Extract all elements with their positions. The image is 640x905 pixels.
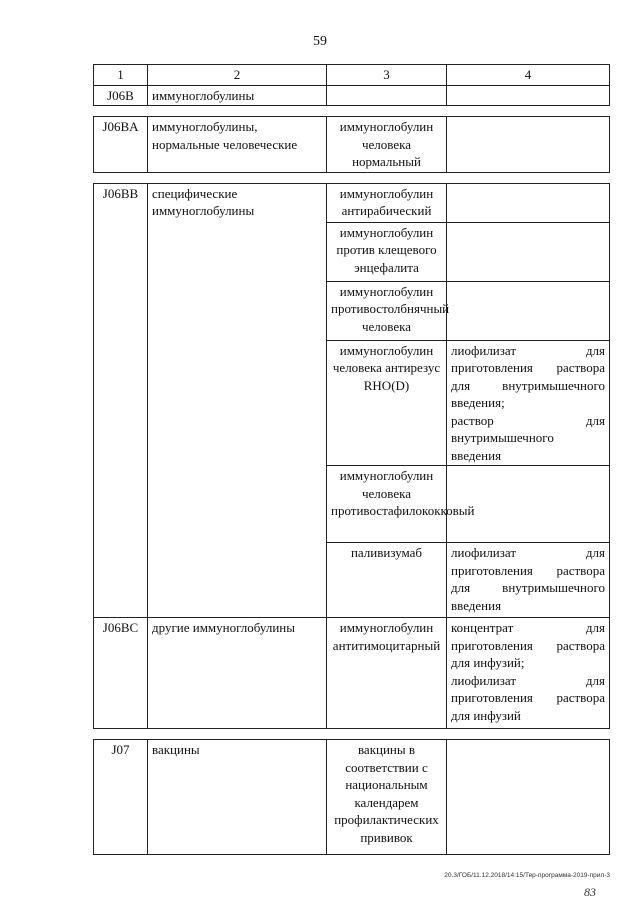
dosage-form [447, 117, 610, 173]
drug-name: паливизумаб [327, 543, 447, 618]
header-cell-3: 3 [327, 65, 447, 86]
table-row-j06ba [94, 117, 610, 173]
group-name: другие иммуноглобулины [148, 618, 327, 729]
drug-name: иммуноглобулин человека антирезус RHO(D) [327, 340, 447, 466]
header-cell-1: 1 [94, 65, 148, 86]
drug-name: иммуноглобулин антитимоцитарный [327, 618, 447, 729]
group-name: специфические иммуноглобулины [148, 183, 327, 618]
drug-name: иммуноглобулин антирабический [327, 183, 447, 222]
row-spacer [94, 729, 610, 740]
dosage-form [447, 543, 610, 618]
dosage-form-line: концентрат для приготовления раствора для инфузий; [451, 620, 605, 670]
drug-name: иммуноглобулин человека нормальный [327, 117, 447, 173]
table-row-j06bc [94, 618, 610, 729]
dosage-form-line: лиофилизат для приготовления раствора для внутримышечного введения [451, 545, 605, 613]
row-spacer [94, 172, 610, 183]
dosage-form [447, 740, 610, 855]
drug-name: иммуноглобулин против клещевого энцефалита [327, 222, 447, 281]
group-name: иммуноглобулины [148, 85, 327, 106]
atc-code: J06B [94, 85, 148, 106]
drug-name [327, 85, 447, 106]
atc-code: J06BC [94, 618, 148, 729]
page-number: 59 [313, 34, 327, 49]
atc-code: J06BA [94, 117, 148, 173]
drug-name: вакцины в соответствии с национальным календарем профилактических прививок [327, 740, 447, 855]
drug-name: иммуноглобулин человека противостафилококковый [327, 466, 447, 543]
dosage-form [447, 340, 610, 466]
dosage-form [447, 618, 610, 729]
atc-code: J07 [94, 740, 148, 855]
header-cell-4: 4 [447, 65, 610, 86]
handwritten-page-number: 83 [584, 885, 596, 899]
table-row-j06bb [94, 183, 610, 222]
table-row-j07 [94, 740, 610, 855]
group-name: иммуноглобулины, нормальные человеческие [148, 117, 327, 173]
dosage-form [447, 222, 610, 281]
dosage-form-line: лиофилизат для приготовления раствора для внутримышечного введения; [451, 342, 605, 410]
header-cell-2: 2 [148, 65, 327, 86]
dosage-form [447, 85, 610, 106]
drug-classification-table [93, 64, 610, 855]
table-row-j06b [94, 85, 610, 106]
dosage-form-line: раствор для внутримышечного введения [451, 412, 605, 463]
drug-name: иммуноглобулин противостолбнячный человека [327, 281, 447, 340]
group-name: вакцины [148, 740, 327, 855]
table-header-row [94, 65, 610, 86]
dosage-form [447, 183, 610, 222]
document-footer-code: 20.3/ГОБ/11.12.2018/14:15/Тер-программа-2019-прил-3 [444, 872, 610, 879]
row-spacer [94, 106, 610, 117]
dosage-form-line: лиофилизат для приготовления раствора для инфузий [451, 672, 605, 723]
dosage-form [447, 281, 610, 340]
atc-code: J06BB [94, 183, 148, 618]
